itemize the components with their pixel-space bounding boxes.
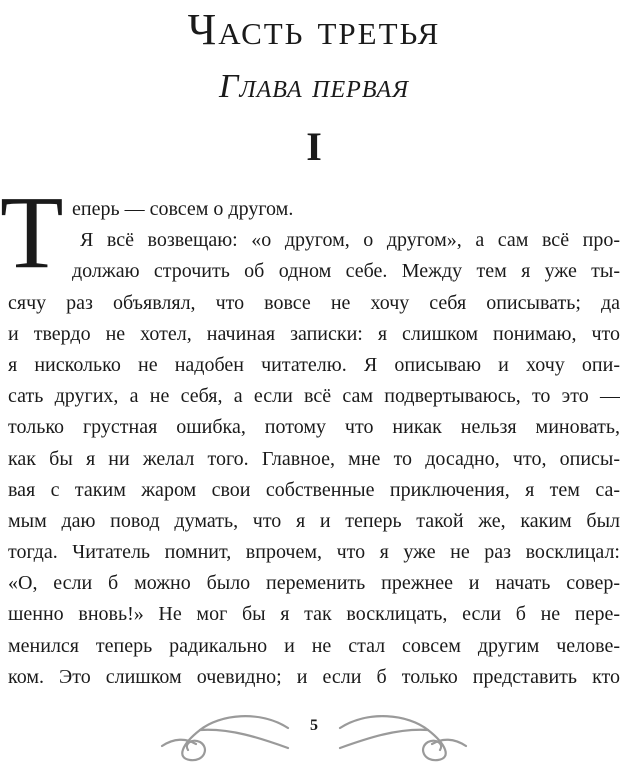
text-line: менился теперь радикально и не стал совсем другим челове- bbox=[8, 634, 620, 657]
drop-cap: Т bbox=[0, 175, 64, 290]
text-line: сячу раз объявлял, что вовсе не хочу себя описывать; да bbox=[8, 291, 620, 314]
text-line: шенно вновь!» Не мог бы я так восклицать, если б не пере- bbox=[8, 603, 620, 626]
text-line: я нисколько не надобен читателю. Я описываю и хочу опи- bbox=[8, 353, 620, 376]
text-line: еперь — совсем о другом. bbox=[72, 198, 294, 220]
text-line: должаю строчить об одном себе. Между тем я уже ты- bbox=[72, 260, 620, 283]
text-line: ком. Это слишком очевидно; и если б только представить кто bbox=[8, 665, 620, 688]
text-line: мым даю повод думать, что я и теперь такой же, каким был bbox=[8, 509, 620, 532]
text-line: Я всё возвещаю: «о другом, о другом», а сам всё про- bbox=[80, 229, 620, 252]
part-title: Часть третья bbox=[187, 5, 441, 54]
text-line: «О, если б можно было переменить прежнее и начать совер- bbox=[8, 572, 620, 595]
text-line: вая с таким жаром свои собственные приключения, я тем са- bbox=[8, 478, 620, 501]
page-number: 5 bbox=[310, 717, 318, 734]
text-line: как бы я ни желал того. Главное, мне то досадно, что, описы- bbox=[8, 447, 620, 470]
chapter-title: Глава первая bbox=[219, 68, 409, 105]
text-line: сать других, а не себя, а если всё сам подвертываюсь, то это — bbox=[8, 385, 620, 408]
section-number: I bbox=[306, 124, 322, 169]
text-line: тогда. Читатель помнит, впрочем, что я уже не раз восклицал: bbox=[8, 541, 620, 564]
text-line: и твердо не хотел, начиная записки: я слишком понимаю, что bbox=[8, 322, 620, 345]
text-line: только грустная ошибка, потому что никак нельзя миновать, bbox=[8, 416, 620, 439]
body-text bbox=[8, 194, 620, 693]
